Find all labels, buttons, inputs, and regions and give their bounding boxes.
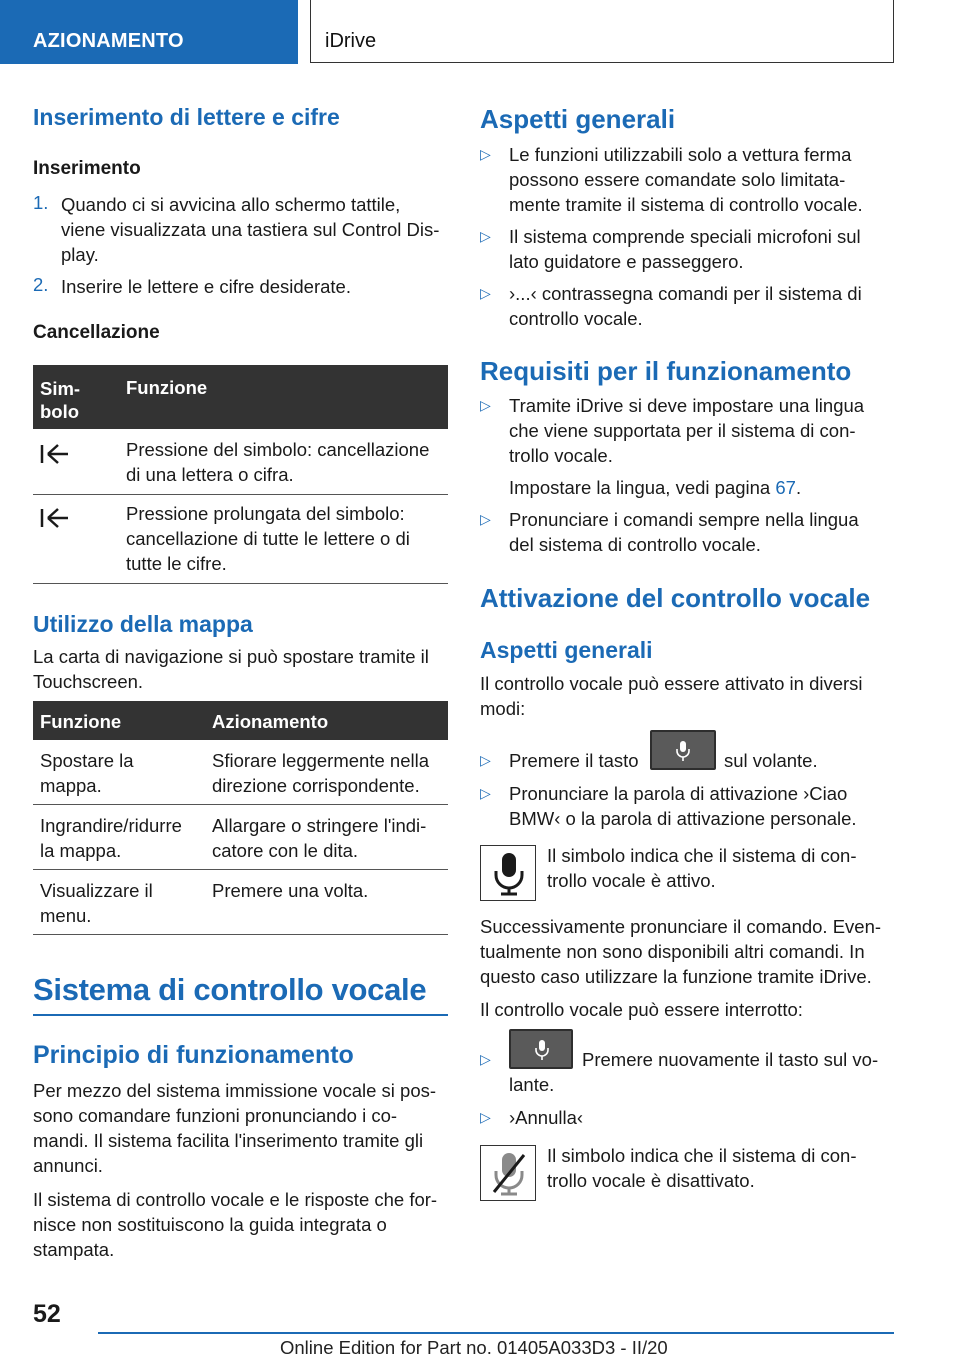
column-header: bolo [40, 401, 80, 422]
section-title: AZIONAMENTO [33, 30, 184, 52]
heading-input: Inserimento di lettere e cifre [33, 104, 340, 130]
list-item [480, 781, 900, 833]
column-header: Sim- [40, 378, 81, 399]
bullet-text: Premere il tasto [509, 750, 639, 771]
cell-text: catore con le dita. [212, 840, 359, 861]
bullet-text: Le funzioni utilizzabili solo a vettura ferma [509, 144, 852, 165]
map-intro-text: La carta di navigazione si può spostare tramite il [33, 646, 429, 667]
list-item [480, 142, 900, 218]
list-item [480, 507, 900, 559]
cell-text: tutte le cifre. [126, 553, 227, 574]
map-intro-text: Touchscreen. [33, 671, 144, 692]
bullet-triangle-icon: ▷ [480, 511, 491, 527]
cell-text: Visualizzare il [40, 880, 153, 901]
microphone-icon [534, 1039, 550, 1061]
heading-underline [33, 1014, 448, 1016]
symbol-description: trollo vocale è disattivato. [547, 1170, 755, 1191]
bullet-triangle-icon: ▷ [480, 285, 491, 301]
paragraph-line: mandi. Il sistema facilita l'inserimento tramite gli [33, 1130, 424, 1151]
cell-text: mappa. [40, 775, 102, 796]
table-divider [33, 934, 448, 935]
section-tab [0, 0, 298, 64]
microphone-icon [493, 852, 525, 896]
paragraph-line: annunci. [33, 1155, 103, 1176]
bullet-triangle-icon: ▷ [480, 785, 491, 801]
paragraph-line: sono comandare funzioni pronunciando i co- [33, 1105, 398, 1126]
cell-text: Spostare la [40, 750, 134, 771]
edition-text: Online Edition for Part no. 01405A033D3 - II/20 [280, 1337, 668, 1358]
bullet-text: del sistema di controllo vocale. [509, 534, 761, 555]
paragraph-line: Il controllo vocale può essere interrotto: [480, 999, 803, 1020]
cell-text: Sfiorare leggermente nella [212, 750, 429, 771]
step-text: Inserire le lettere e cifre desiderate. [61, 276, 351, 297]
cell-text: la mappa. [40, 840, 122, 861]
cell-text: menu. [40, 905, 92, 926]
bullet-text: Premere nuovamente il tasto sul vo- [582, 1049, 879, 1070]
voice-button[interactable] [650, 730, 716, 770]
table-row [33, 805, 448, 868]
list-item [480, 1105, 900, 1131]
heading-general: Aspetti generali [480, 104, 676, 134]
list-item [33, 192, 448, 268]
paragraph-line: modi: [480, 698, 526, 719]
heading-map: Utilizzo della mappa [33, 611, 253, 637]
bullet-triangle-icon: ▷ [480, 752, 491, 768]
requirement-note [509, 475, 904, 500]
mic-inactive-symbol [480, 1145, 536, 1201]
bullet-text: ›Annulla‹ [509, 1107, 584, 1128]
column-header: Funzione [40, 711, 122, 732]
step-number: 2. [33, 274, 49, 295]
cell-text: Pressione del simbolo: cancellazione [126, 439, 430, 460]
table-divider [33, 583, 448, 584]
chapter-tab [310, 0, 894, 63]
paragraph-line: Per mezzo del sistema immissione vocale si pos- [33, 1080, 437, 1101]
label-delete: Cancellazione [33, 322, 160, 343]
backspace-icon [40, 443, 70, 465]
cell-text: cancellazione di tutte le lettere o di [126, 528, 410, 549]
list-item [480, 730, 900, 776]
symbol-description: Il simbolo indica che il sistema di con- [547, 845, 857, 866]
bullet-text: sul volante. [724, 750, 818, 771]
bullet-triangle-icon: ▷ [480, 1109, 491, 1125]
paragraph-line: nisce non sostituiscono la guida integrata o [33, 1214, 387, 1235]
heading-general-2: Aspetti generali [480, 637, 653, 663]
bullet-text: Il sistema comprende speciali microfoni sul [509, 226, 861, 247]
step-text: Quando ci si avvicina allo schermo tattile, [61, 194, 401, 215]
bullet-text: Pronunciare i comandi sempre nella lingua [509, 509, 859, 530]
list-item [480, 1029, 900, 1099]
paragraph-line: Successivamente pronunciare il comando. Even- [480, 916, 882, 937]
bullet-text: Tramite iDrive si deve impostare una lingua [509, 395, 865, 416]
bullet-text: mente tramite il sistema di controllo vocale. [509, 194, 863, 215]
list-item [480, 224, 900, 276]
heading-activation: Attivazione del controllo vocale [480, 583, 871, 613]
microphone-icon [675, 740, 691, 762]
bullet-triangle-icon: ▷ [480, 1051, 491, 1067]
symbol-description: Il simbolo indica che il sistema di con- [547, 1145, 857, 1166]
bullet-text: ›...‹ contrassegna comandi per il sistema di [509, 283, 862, 304]
note-text: . [795, 477, 802, 498]
table-header [33, 701, 448, 740]
bullet-triangle-icon: ▷ [480, 228, 491, 244]
heading-voice-system: Sistema di controllo vocale [33, 972, 427, 1007]
chapter-title: iDrive [325, 30, 377, 52]
column-header: Azionamento [212, 711, 329, 732]
microphone-off-icon [491, 1152, 527, 1196]
note-text: Impostare la lingua, vedi pagina [509, 477, 771, 498]
mic-active-symbol [480, 845, 536, 901]
cell-text: direzione corrispondente. [212, 775, 420, 796]
bullet-triangle-icon: ▷ [480, 146, 491, 162]
bullet-text: BMW‹ o la parola di attivazione personale. [509, 808, 857, 829]
step-text: viene visualizzata una tastiera sul Control Dis- [61, 219, 440, 240]
bullet-text: lante. [509, 1074, 555, 1095]
bullet-text: trollo vocale. [509, 445, 613, 466]
step-number: 1. [33, 192, 49, 213]
cell-text: di una lettera o cifra. [126, 464, 294, 485]
bullet-text: possono essere comandate solo limitata- [509, 169, 846, 190]
step-text: play. [61, 244, 99, 265]
paragraph-line: Il sistema di controllo vocale e le risposte che for- [33, 1189, 438, 1210]
cell-text: Ingrandire/ridurre [40, 815, 182, 836]
footer-rule [98, 1332, 894, 1334]
label-input: Inserimento [33, 158, 141, 179]
page-link[interactable]: 67 [775, 477, 796, 498]
table-row [33, 740, 448, 803]
table-row [33, 870, 448, 933]
heading-principle: Principio di funzionamento [33, 1041, 354, 1069]
cell-text: Pressione prolungata del simbolo: [126, 503, 405, 524]
bullet-text: lato guidatore e passeggero. [509, 251, 744, 272]
paragraph-line: stampata. [33, 1239, 115, 1260]
paragraph-line: Il controllo vocale può essere attivato in diversi [480, 673, 863, 694]
bullet-text: che viene supportata per il sistema di con- [509, 420, 856, 441]
cell-text: Allargare o stringere l'indi- [212, 815, 427, 836]
symbol-description: trollo vocale è attivo. [547, 870, 716, 891]
page-number: 52 [33, 1300, 61, 1328]
bullet-text: controllo vocale. [509, 308, 643, 329]
column-header: Funzione [126, 377, 208, 398]
heading-requirements: Requisiti per il funzionamento [480, 356, 852, 386]
paragraph-line: questo caso utilizzare la funzione tramite iDrive. [480, 966, 872, 987]
voice-button[interactable] [509, 1029, 573, 1069]
table-header [33, 365, 448, 429]
table-row [33, 495, 448, 583]
list-item [480, 393, 900, 469]
bullet-triangle-icon: ▷ [480, 397, 491, 413]
backspace-icon [40, 507, 70, 529]
bullet-text: Pronunciare la parola di attivazione ›Ciao [509, 783, 848, 804]
table-row [33, 429, 448, 494]
list-item [480, 281, 900, 333]
paragraph-line: tualmente non sono disponibili altri comandi. In [480, 941, 865, 962]
cell-text: Premere una volta. [212, 880, 369, 901]
